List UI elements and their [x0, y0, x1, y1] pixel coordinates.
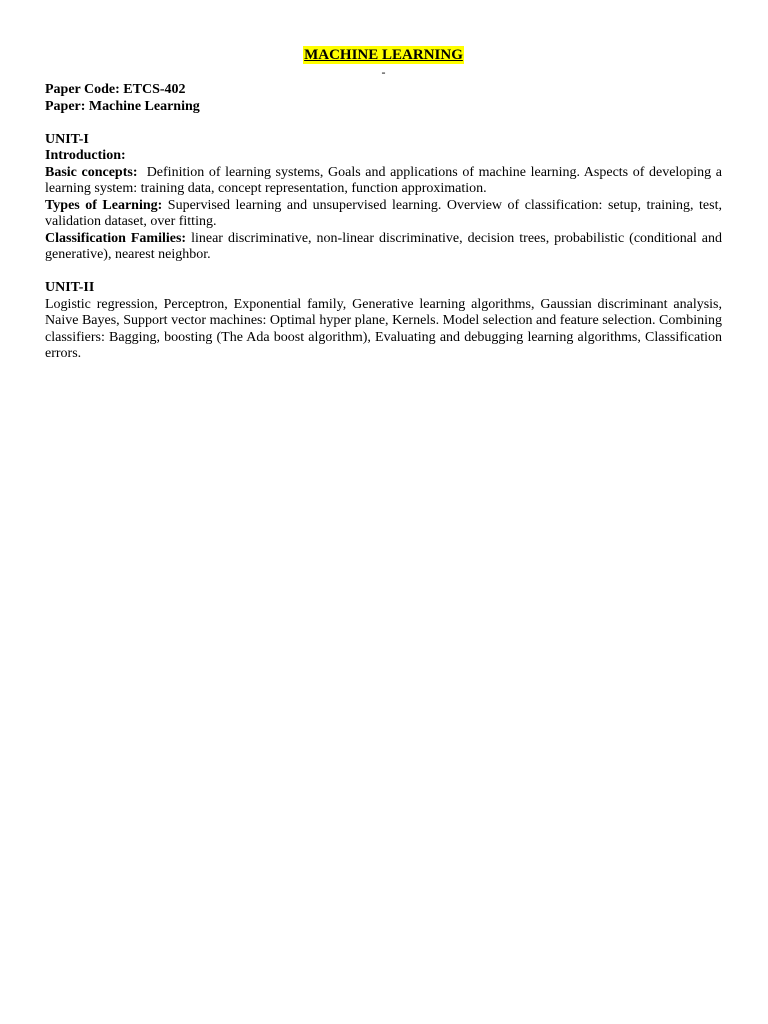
unit-1-heading: UNIT-I	[45, 131, 89, 147]
document-title: MACHINE LEARNING	[304, 47, 463, 63]
classification-families-paragraph	[45, 231, 722, 264]
title-dash: -	[381, 65, 386, 79]
basic-concepts-paragraph	[45, 165, 722, 198]
basic-concepts-label: Basic concepts:	[45, 164, 138, 180]
spacer	[45, 115, 722, 132]
types-of-learning-paragraph	[45, 198, 722, 231]
unit-2-heading: UNIT-II	[45, 280, 95, 295]
paper-code: Paper Code: ETCS-402	[45, 82, 186, 97]
classification-families-label: Classification Families:	[45, 230, 187, 246]
types-of-learning-text: Supervised learning and unsupervised learning. Overview of classification: setup, training, test, validation dataset, over fitting.	[45, 197, 722, 229]
classification-families-text: linear discriminative, non-linear discriminative, decision trees, probabilistic (conditional and generative), nearest neighbor.	[45, 230, 723, 262]
unit-2-paragraph: Logistic regression, Perceptron, Exponential family, Generative learning algorithms, Gaussian discriminant analysis, Naive Bayes, Support vector machines: Optimal hyper plane, Kernels. Model selection and feature selection. Combining classifiers: Bagging, boosting (The Ada boost algorithm), Evaluating and debugging learning algorithms, Classification errors.	[45, 296, 722, 361]
paper-name: Paper: Machine Learning	[45, 98, 200, 114]
types-of-learning-label: Types of Learning:	[45, 197, 163, 213]
introduction-heading: Introduction:	[45, 148, 126, 163]
document-page	[45, 46, 722, 363]
spacer	[45, 264, 722, 281]
title-container	[45, 46, 722, 66]
basic-concepts-text: Definition of learning systems, Goals and applications of machine learning. Aspects of developing a learning system: training data, concept representation, function approximation.	[45, 164, 722, 196]
